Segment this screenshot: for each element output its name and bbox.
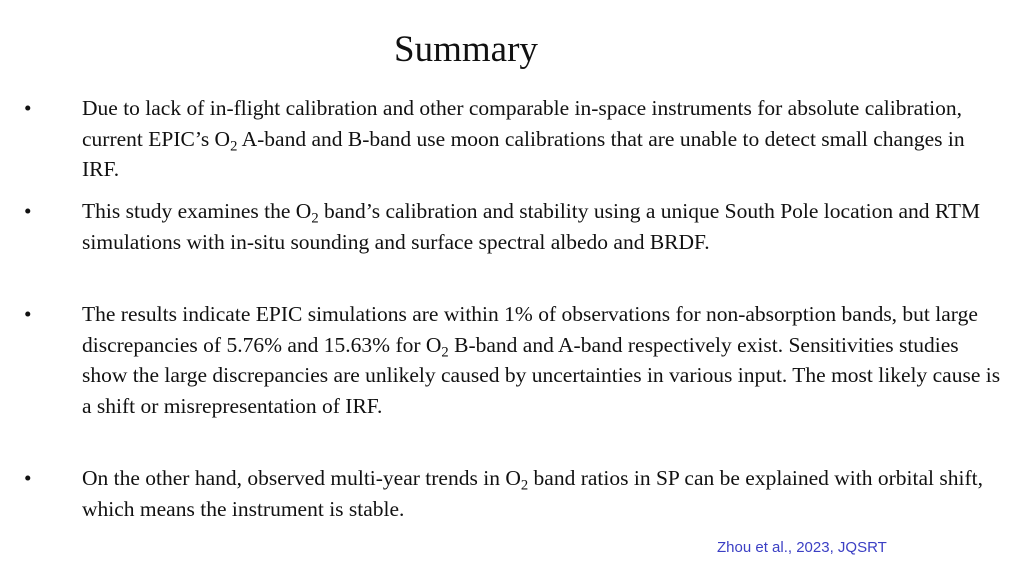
bullet-marker: • (24, 302, 32, 326)
bullet-item-2 (24, 196, 1002, 257)
bullet-item-3 (24, 299, 1002, 421)
bullet-text-part: B-band and A-band respectively exist. Sensitivities studies show the large discrepancies are unlikely caused by uncertainties in various input. The most likely cause is a shift or misrepresentation of IRF. (82, 332, 1001, 418)
bullet-text (82, 463, 1002, 524)
slide-title: Summary (394, 29, 538, 70)
bullet-text (82, 196, 1002, 257)
bullet-text-part: band’s calibration and stability using a unique South Pole location and RTM simulations with in-situ sounding and surface spectral albedo and BRDF. (82, 199, 981, 254)
citation-text: Zhou et al., 2023, JQSRT (717, 539, 887, 556)
bullet-text-part: This study examines the O (82, 199, 312, 223)
bullet-text (82, 93, 1002, 185)
bullet-marker: • (24, 466, 32, 490)
subscript: 2 (441, 343, 449, 360)
bullet-text-part: The results indicate EPIC simulations are within 1% of observations for non-absorption bands, but large discrepancies of 5.76% and 15.63% for O (82, 302, 978, 357)
bullet-item-4 (24, 463, 1002, 524)
bullet-text-part: Due to lack of in-flight calibration and other comparable in-space instruments for absolute calibration, current EPIC’s O (82, 96, 963, 151)
bullet-item-1 (24, 93, 1002, 185)
bullet-text-part: band ratios in SP can be explained with orbital shift, which means the instrument is stable. (82, 466, 983, 521)
subscript: 2 (230, 137, 238, 154)
bullet-text-part: On the other hand, observed multi-year trends in O (82, 466, 521, 490)
bullet-marker: • (24, 96, 32, 120)
bullet-text-part: A-band and B-band use moon calibrations that are unable to detect small changes in IRF. (82, 126, 965, 181)
bullet-text (82, 299, 1002, 421)
subscript: 2 (311, 210, 319, 227)
bullet-marker: • (24, 199, 32, 223)
subscript: 2 (520, 477, 529, 494)
